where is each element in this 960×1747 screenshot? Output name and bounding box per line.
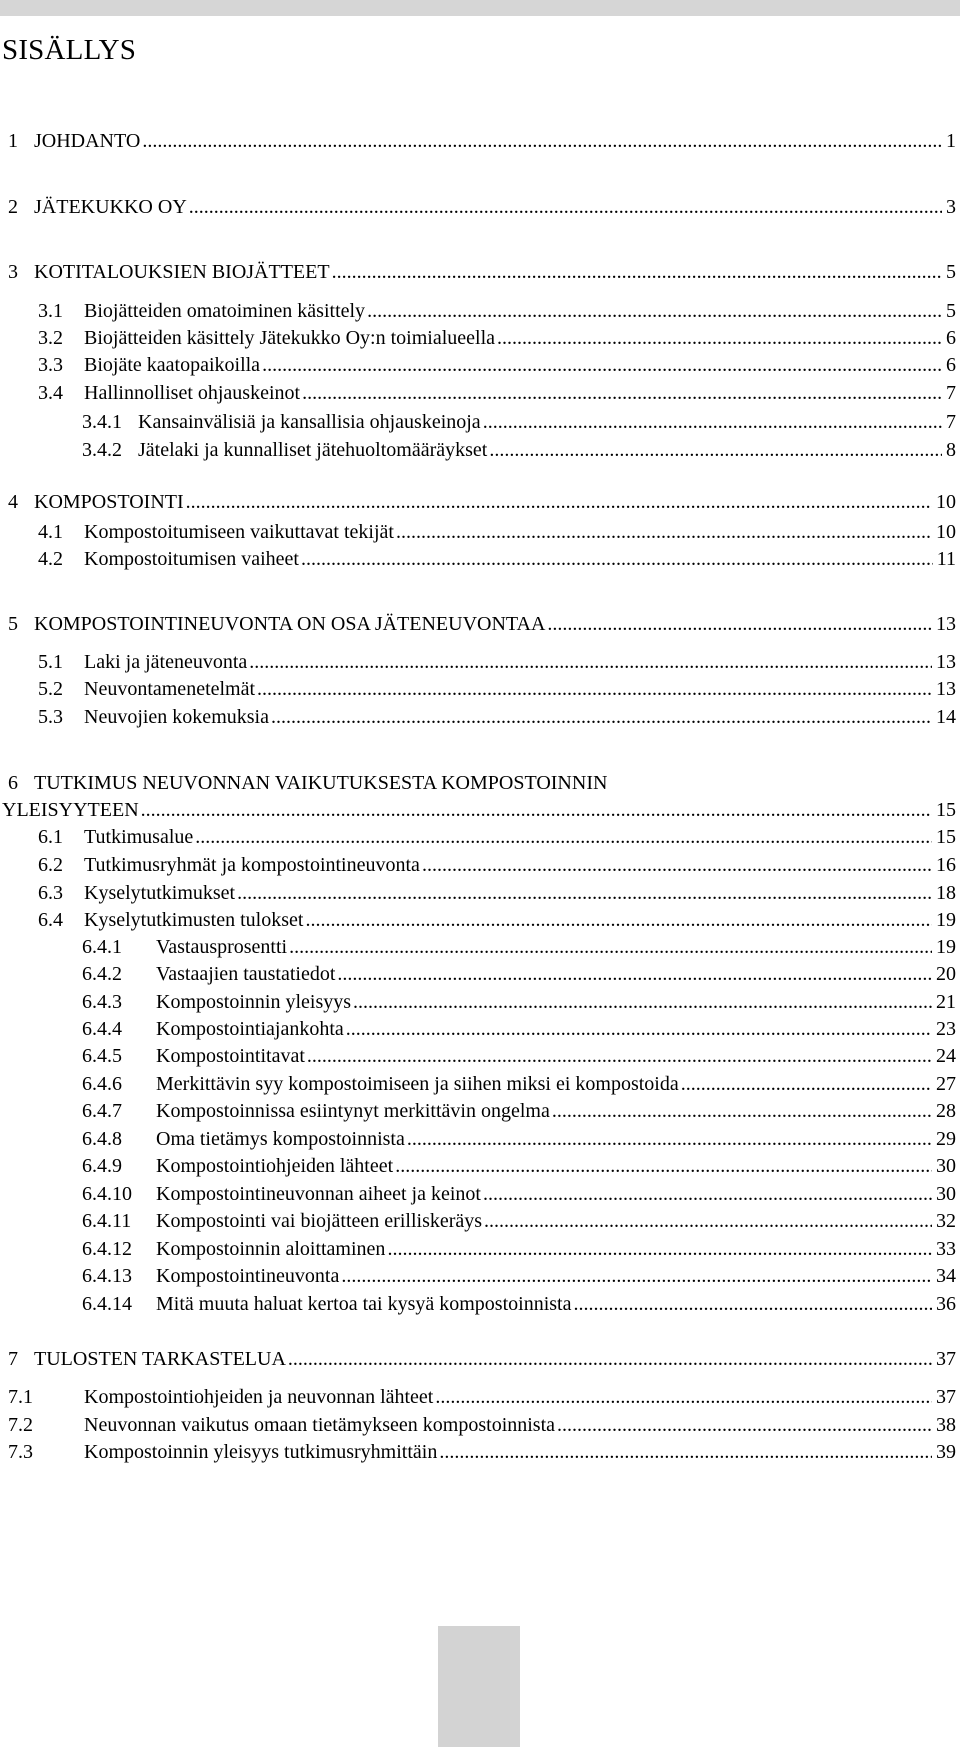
toc-page-number: 11 [936, 548, 956, 570]
toc-entry[interactable] [2, 1070, 956, 1098]
toc-entry-title: Kyselytutkimukset [84, 882, 236, 904]
toc-entry-number: 5 [8, 613, 18, 635]
toc-entry[interactable] [2, 906, 956, 934]
toc-entry-title: Jätelaki ja kunnalliset jätehuoltomääräykset [138, 439, 488, 461]
toc-entry-number: 4 [8, 491, 18, 513]
toc-entry[interactable] [2, 545, 956, 573]
toc-leader-dots [302, 379, 942, 407]
toc-entry-number: 6.4.2 [82, 963, 122, 985]
toc-entry-title: Vastaajien taustatiedot [156, 963, 336, 985]
toc-leader-dots [353, 988, 932, 1016]
toc-leader-dots [681, 1070, 932, 1098]
toc-page-number: 30 [936, 1183, 956, 1205]
toc-leader-dots [422, 851, 932, 879]
toc-entry-number: 7.1 [8, 1386, 33, 1408]
toc-entry-title: Tutkimusalue [84, 826, 194, 848]
toc-page-number: 34 [936, 1265, 956, 1287]
toc-entry-number: 6.4.14 [82, 1293, 132, 1315]
toc-entry-title: Mitä muuta haluat kertoa tai kysyä kompostoinnista [156, 1293, 572, 1315]
toc-page-number: 13 [936, 613, 956, 635]
toc-page-number: 15 [936, 826, 956, 848]
toc-entry-number: 4.1 [38, 521, 63, 543]
toc-leader-dots [346, 1015, 932, 1043]
toc-entry-title: Kompostointineuvonnan aiheet ja keinot [156, 1183, 481, 1205]
toc-entry-number: 5.2 [38, 678, 63, 700]
toc-leader-dots [557, 1411, 932, 1439]
toc-leader-dots [195, 823, 932, 851]
toc-page-number: 18 [936, 882, 956, 904]
toc-leader-dots [396, 518, 932, 546]
toc-page-number: 10 [936, 521, 956, 543]
toc-page-number: 38 [936, 1414, 956, 1436]
toc-leader-dots [141, 796, 932, 824]
toc-entry[interactable] [2, 988, 956, 1016]
toc-leader-dots [483, 408, 942, 436]
toc-entry[interactable] [2, 1097, 956, 1125]
toc-entry[interactable] [2, 193, 956, 221]
toc-page-number: 13 [936, 678, 956, 700]
toc-entry-number: 6.4.8 [82, 1128, 122, 1150]
toc-entry-number: 3.4.2 [82, 439, 122, 461]
toc-entry-title: Kompostointi vai biojätteen erilliskeräys [156, 1210, 483, 1232]
toc-page-number: 29 [936, 1128, 956, 1150]
toc-entry-heading-line [2, 769, 956, 797]
toc-page-number: 7 [946, 411, 956, 433]
toc-leader-dots [301, 545, 933, 573]
toc-entry-number: 6.4.3 [82, 991, 122, 1013]
toc-leader-dots [249, 648, 932, 676]
toc-entry[interactable] [2, 1345, 956, 1373]
toc-page-number: 10 [936, 491, 956, 513]
toc-entry[interactable] [2, 408, 956, 436]
toc-entry-number: 6.4.12 [82, 1238, 132, 1260]
toc-entry-number: 3.1 [38, 300, 63, 322]
toc-entry[interactable] [2, 960, 956, 988]
toc-entry-title: Kyselytutkimusten tulokset [84, 909, 304, 931]
toc-page-number: 6 [946, 327, 956, 349]
toc-leader-dots [435, 1383, 932, 1411]
toc-entry-number: 3.4.1 [82, 411, 122, 433]
toc-entry-title: Kompostointiohjeiden lähteet [156, 1155, 394, 1177]
toc-entry[interactable] [2, 488, 956, 516]
toc-entry-number: 6.4.9 [82, 1155, 122, 1177]
toc-entry-number: 7.3 [8, 1441, 33, 1463]
toc-page-number: 30 [936, 1155, 956, 1177]
toc-entry-title: Kompostointitavat [156, 1045, 305, 1067]
toc-entry-title: Neuvojien kokemuksia [84, 706, 269, 728]
toc-leader-dots [439, 1438, 932, 1466]
toc-entry-title: Biojätteiden omatoiminen käsittely [84, 300, 366, 322]
toc-leader-dots [332, 258, 942, 286]
toc-page-number: 21 [936, 991, 956, 1013]
toc-page-number: 5 [946, 261, 956, 283]
toc-entry[interactable] [2, 1180, 956, 1208]
toc-entry[interactable] [2, 1207, 956, 1235]
toc-entry-title: Laki ja jäteneuvonta [84, 651, 248, 673]
toc-entry-title: Biojätteiden käsittely Jätekukko Oy:n toimialueella [84, 327, 496, 349]
toc-entry-number: 6.1 [38, 826, 63, 848]
toc-entry[interactable] [2, 675, 956, 703]
toc-leader-dots [305, 906, 932, 934]
toc-page-number: 6 [946, 354, 956, 376]
page-title: SISÄLLYS [2, 34, 137, 66]
toc-entry-title: Kompostoinnin yleisyys [156, 991, 352, 1013]
toc-page-number: 20 [936, 963, 956, 985]
toc-page-number: 19 [936, 909, 956, 931]
toc-leader-dots [189, 193, 942, 221]
toc-entry-title: Kansainvälisiä ja kansallisia ohjauskeinoja [138, 411, 481, 433]
toc-entry-number: 3.4 [38, 382, 63, 404]
toc-entry-title: Vastausprosentti [156, 936, 288, 958]
toc-leader-dots [395, 1152, 932, 1180]
toc-entry[interactable] [2, 127, 956, 155]
toc-entry-title: Kompostointiohjeiden ja neuvonnan lähteet [84, 1386, 434, 1408]
toc-entry-number: 5.1 [38, 651, 63, 673]
toc-leader-dots [552, 1097, 932, 1125]
toc-leader-dots [337, 960, 932, 988]
toc-entry-number: 6.4.7 [82, 1100, 122, 1122]
toc-leader-dots [367, 297, 942, 325]
top-bar [0, 0, 960, 16]
toc-page-number: 16 [936, 854, 956, 876]
toc-entry-title: KOTITALOUKSIEN BIOJÄTTEET [34, 261, 330, 283]
toc-entry-number: 6.4 [38, 909, 63, 931]
toc-entry-number: 6.4.10 [82, 1183, 132, 1205]
toc-leader-dots [489, 436, 942, 464]
toc-entry-number: 6.3 [38, 882, 63, 904]
toc-leader-dots [547, 610, 932, 638]
toc-entry[interactable] [2, 1125, 956, 1153]
toc-page-number: 5 [946, 300, 956, 322]
toc-entry-number: 6 [8, 772, 18, 794]
toc-leader-dots [341, 1262, 932, 1290]
toc-entry-number: 3 [8, 261, 18, 283]
toc-leader-dots [387, 1235, 932, 1263]
toc-entry-title: KOMPOSTOINTI [34, 491, 184, 513]
toc-leader-dots [484, 1207, 932, 1235]
toc-entry-title: Merkittävin syy kompostoimiseen ja siihen miksi ei kompostoida [156, 1073, 679, 1095]
toc-entry[interactable] [2, 796, 956, 824]
toc-page-number: 24 [936, 1045, 956, 1067]
toc-entry-title: Kompostointineuvonta [156, 1265, 340, 1287]
toc-entry[interactable] [2, 879, 956, 907]
toc-entry-number: 4.2 [38, 548, 63, 570]
toc-leader-dots [237, 879, 932, 907]
toc-leader-dots [307, 1042, 932, 1070]
toc-leader-dots [497, 324, 942, 352]
toc-entry-title: TUTKIMUS NEUVONNAN VAIKUTUKSESTA KOMPOSTOINNIN [34, 772, 608, 794]
toc-entry[interactable] [2, 933, 956, 961]
toc-entry-number: 6.2 [38, 854, 63, 876]
toc-page-number: 13 [936, 651, 956, 673]
toc-entry-number: 3.2 [38, 327, 63, 349]
toc-entry[interactable] [2, 324, 956, 352]
toc-entry[interactable] [2, 610, 956, 638]
toc-entry[interactable] [2, 1262, 956, 1290]
toc-leader-dots [288, 1345, 932, 1373]
toc-entry-title-continued: YLEISYYTEEN [2, 799, 139, 821]
toc-leader-dots [271, 703, 932, 731]
toc-entry[interactable] [2, 297, 956, 325]
toc-leader-dots [573, 1290, 932, 1318]
toc-page-number: 37 [936, 1386, 956, 1408]
toc-entry[interactable] [2, 518, 956, 546]
toc-entry[interactable] [2, 1015, 956, 1043]
toc-leader-dots [483, 1180, 932, 1208]
toc-entry-title: TULOSTEN TARKASTELUA [34, 1348, 286, 1370]
toc-entry[interactable] [2, 1235, 956, 1263]
toc-entry-title: Hallinnolliset ohjauskeinot [84, 382, 301, 404]
toc-page-number: 7 [946, 382, 956, 404]
toc-page-number: 33 [936, 1238, 956, 1260]
toc-leader-dots [257, 675, 932, 703]
toc-entry-title: Neuvonnan vaikutus omaan tietämykseen kompostoinnista [84, 1414, 556, 1436]
toc-entry-number: 3.3 [38, 354, 63, 376]
toc-entry-title: Kompostointiajankohta [156, 1018, 344, 1040]
toc-entry[interactable] [2, 851, 956, 879]
toc-entry-number: 6.4.6 [82, 1073, 122, 1095]
toc-entry-title: Tutkimusryhmät ja kompostointineuvonta [84, 854, 420, 876]
toc-entry-title: Biojäte kaatopaikoilla [84, 354, 261, 376]
toc-leader-dots [289, 933, 932, 961]
toc-leader-dots [142, 127, 942, 155]
toc-entry-title: Neuvontamenetelmät [84, 678, 256, 700]
toc-entry[interactable] [2, 1383, 956, 1411]
page-footer-box [438, 1626, 520, 1747]
toc-entry-number: 6.4.13 [82, 1265, 132, 1287]
toc-entry[interactable] [2, 1438, 956, 1466]
toc-entry-number: 1 [8, 130, 18, 152]
toc-entry[interactable] [2, 379, 956, 407]
toc-page-number: 32 [936, 1210, 956, 1232]
toc-entry-title: JÄTEKUKKO OY [34, 196, 187, 218]
toc-page-number: 27 [936, 1073, 956, 1095]
toc-entry-title: Kompostoinnin aloittaminen [156, 1238, 386, 1260]
toc-entry[interactable] [2, 258, 956, 286]
toc-page-number: 19 [936, 936, 956, 958]
toc-leader-dots [407, 1125, 932, 1153]
toc-page-number: 1 [946, 130, 956, 152]
toc-page-number: 39 [936, 1441, 956, 1463]
toc-entry-title: Kompostoitumisen vaiheet [84, 548, 299, 570]
toc-entry[interactable] [2, 1152, 956, 1180]
toc-entry[interactable] [2, 703, 956, 731]
toc-entry[interactable] [2, 1411, 956, 1439]
toc-entry-number: 7.2 [8, 1414, 33, 1436]
toc-entry-number: 7 [8, 1348, 18, 1370]
toc-page-number: 14 [936, 706, 956, 728]
toc-page-number: 3 [946, 196, 956, 218]
toc-entry-title: JOHDANTO [34, 130, 141, 152]
toc-entry-title: Kompostoinnissa esiintynyt merkittävin ongelma [156, 1100, 550, 1122]
toc-entry-title: Kompostoitumiseen vaikuttavat tekijät [84, 521, 394, 543]
toc-entry-number: 5.3 [38, 706, 63, 728]
toc-entry[interactable] [2, 648, 956, 676]
toc-leader-dots [262, 351, 942, 379]
toc-entry[interactable] [2, 436, 956, 464]
toc-entry-number: 6.4.5 [82, 1045, 122, 1067]
toc-page-number: 8 [946, 439, 956, 461]
toc-entry-number: 6.4.1 [82, 936, 122, 958]
toc-entry[interactable] [2, 823, 956, 851]
toc-page-number: 23 [936, 1018, 956, 1040]
toc-entry-title: Oma tietämys kompostoinnista [156, 1128, 405, 1150]
toc-entry-number: 6.4.4 [82, 1018, 122, 1040]
toc-entry-title: Kompostoinnin yleisyys tutkimusryhmittäin [84, 1441, 438, 1463]
toc-entry[interactable] [2, 1290, 956, 1318]
toc-entry-title: KOMPOSTOINTINEUVONTA ON OSA JÄTENEUVONTAA [34, 613, 546, 635]
toc-entry[interactable] [2, 351, 956, 379]
toc-entry-number: 6.4.11 [82, 1210, 132, 1232]
toc-page-number: 37 [936, 1348, 956, 1370]
toc-entry[interactable] [2, 1042, 956, 1070]
toc-page-number: 36 [936, 1293, 956, 1315]
toc-leader-dots [186, 488, 932, 516]
toc-page-number: 15 [936, 799, 956, 821]
toc-entry-number: 2 [8, 196, 18, 218]
toc-page-number: 28 [936, 1100, 956, 1122]
